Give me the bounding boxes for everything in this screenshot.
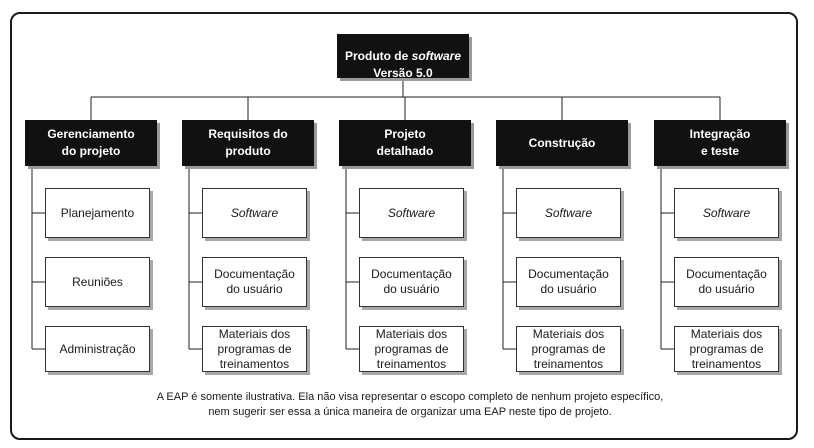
work-package: Software (359, 188, 464, 238)
work-package: Planejamento (45, 188, 150, 238)
work-package: Materiais dos programas de treinamentos (359, 326, 464, 372)
branch-node: Gerenciamento do projeto (25, 120, 157, 166)
work-package: Software (516, 188, 621, 238)
work-package: Materiais dos programas de treinamentos (202, 326, 307, 372)
branch-node: Requisitos do produto (182, 120, 314, 166)
caption-line-2: nem sugerir ser essa a única maneira de organizar uma EAP neste tipo de projeto. (208, 406, 612, 418)
work-package: Software (202, 188, 307, 238)
root-node (337, 34, 469, 78)
root-line-2: Versão 5.0 (373, 65, 433, 80)
root-line-1: Produto de software (344, 48, 462, 63)
branch-node: Construção (496, 120, 628, 166)
work-package: Administração (45, 326, 150, 372)
work-package: Reuniões (45, 257, 150, 307)
work-package: Software (674, 188, 779, 238)
branch-node: Projeto detalhado (339, 120, 471, 166)
work-package: Materiais dos programas de treinamentos (516, 326, 621, 372)
work-package: Materiais dos programas de treinamentos (674, 326, 779, 372)
work-package: Documentação do usuário (202, 257, 307, 307)
caption-line-1: A EAP é somente ilustrativa. Ela não visa representar o escopo completo de nenhum projeto específico, (156, 391, 664, 403)
work-package: Documentação do usuário (674, 257, 779, 307)
branch-node: Integração e teste (654, 120, 786, 166)
work-package: Documentação do usuário (359, 257, 464, 307)
work-package: Documentação do usuário (516, 257, 621, 307)
